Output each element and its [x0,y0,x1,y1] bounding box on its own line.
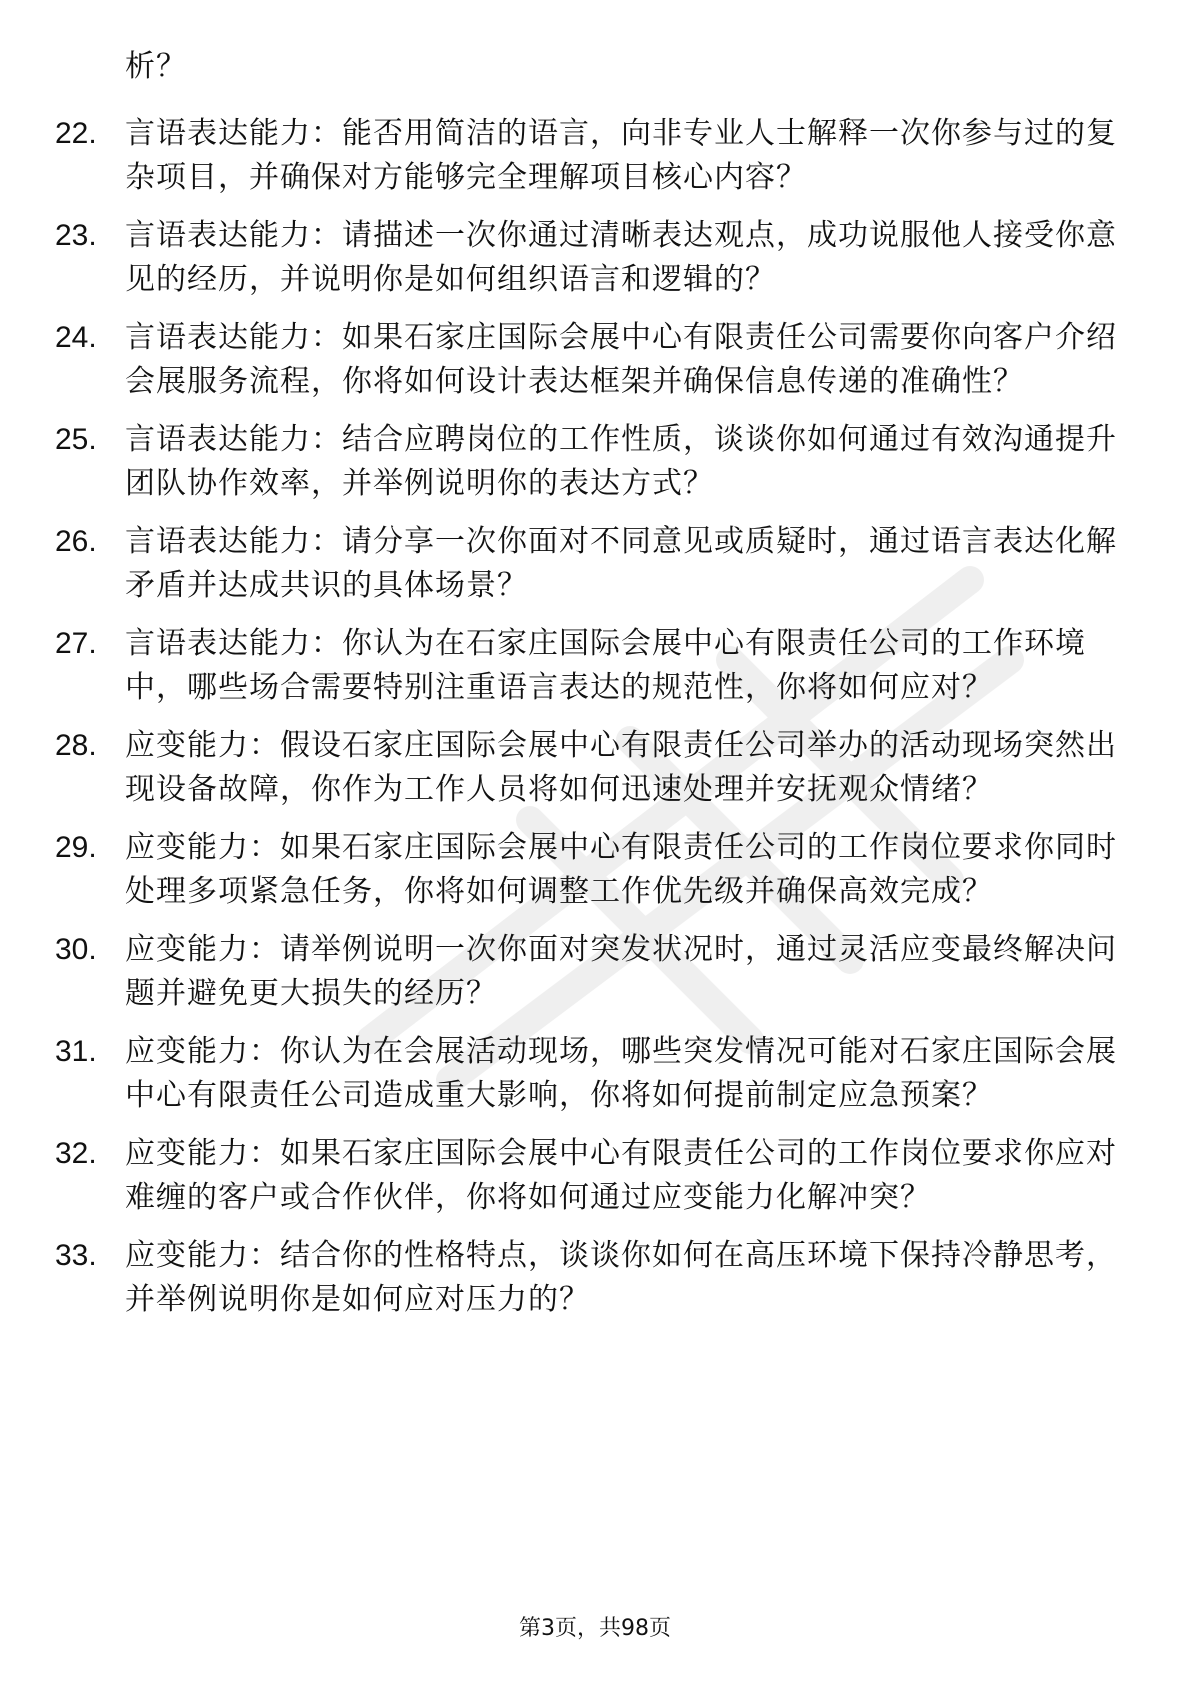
question-number: 33. [55,1239,97,1272]
question-text: 言语表达能力：如果石家庄国际会展中心有限责任公司需要你向客户介绍会展服务流程，你将如何设计表达框架并确保信息传递的准确性？ [125,320,1117,399]
question-number: 32. [55,1137,97,1170]
question-text: 应变能力：请举例说明一次你面对突发状况时，通过灵活应变最终解决问题并避免更大损失的经历？ [125,932,1117,1011]
question-number: 23. [55,219,97,252]
question-item [55,316,1135,404]
question-text: 言语表达能力：请分享一次你面对不同意见或质疑时，通过语言表达化解矛盾并达成共识的具体场景？ [125,524,1117,603]
question-list [55,112,1135,1336]
question-item [55,418,1135,506]
question-item [55,724,1135,812]
question-item [55,112,1135,200]
question-number: 27. [55,627,97,660]
question-number: 30. [55,933,97,966]
question-item [55,928,1135,1016]
question-item [55,1030,1135,1118]
question-number: 22. [55,117,97,150]
question-number: 24. [55,321,97,354]
page-footer: 第3页，共98页 [519,1616,671,1641]
question-number: 31. [55,1035,97,1068]
question-text: 应变能力：如果石家庄国际会展中心有限责任公司的工作岗位要求你同时处理多项紧急任务，你将如何调整工作优先级并确保高效完成？ [125,830,1117,909]
question-item [55,520,1135,608]
question-item [55,214,1135,302]
question-text: 应变能力：假设石家庄国际会展中心有限责任公司举办的活动现场突然出现设备故障，你作为工作人员将如何迅速处理并安抚观众情绪？ [125,728,1117,807]
question-text: 言语表达能力：能否用简洁的语言，向非专业人士解释一次你参与过的复杂项目，并确保对方能够完全理解项目核心内容？ [125,116,1117,195]
question-number: 28. [55,729,97,762]
question-item [55,1132,1135,1220]
question-text: 言语表达能力：你认为在石家庄国际会展中心有限责任公司的工作环境中，哪些场合需要特别注重语言表达的规范性，你将如何应对？ [125,626,1086,705]
question-number: 25. [55,423,97,456]
question-item [55,622,1135,710]
question-item [55,1234,1135,1322]
question-text: 应变能力：结合你的性格特点，谈谈你如何在高压环境下保持冷静思考，并举例说明你是如何应对压力的？ [125,1238,1117,1317]
question-item [55,826,1135,914]
question-text: 言语表达能力：请描述一次你通过清晰表达观点，成功说服他人接受你意见的经历，并说明你是如何组织语言和逻辑的？ [125,218,1117,297]
question-text: 应变能力：如果石家庄国际会展中心有限责任公司的工作岗位要求你应对难缠的客户或合作伙伴，你将如何通过应变能力化解冲突？ [125,1136,1117,1215]
question-text: 言语表达能力：结合应聘岗位的工作性质，谈谈你如何通过有效沟通提升团队协作效率，并举例说明你的表达方式？ [125,422,1117,501]
continued-question-text: 析？ [125,49,187,84]
question-number: 29. [55,831,97,864]
question-number: 26. [55,525,97,558]
question-text: 应变能力：你认为在会展活动现场，哪些突发情况可能对石家庄国际会展中心有限责任公司造成重大影响，你将如何提前制定应急预案？ [125,1034,1117,1113]
